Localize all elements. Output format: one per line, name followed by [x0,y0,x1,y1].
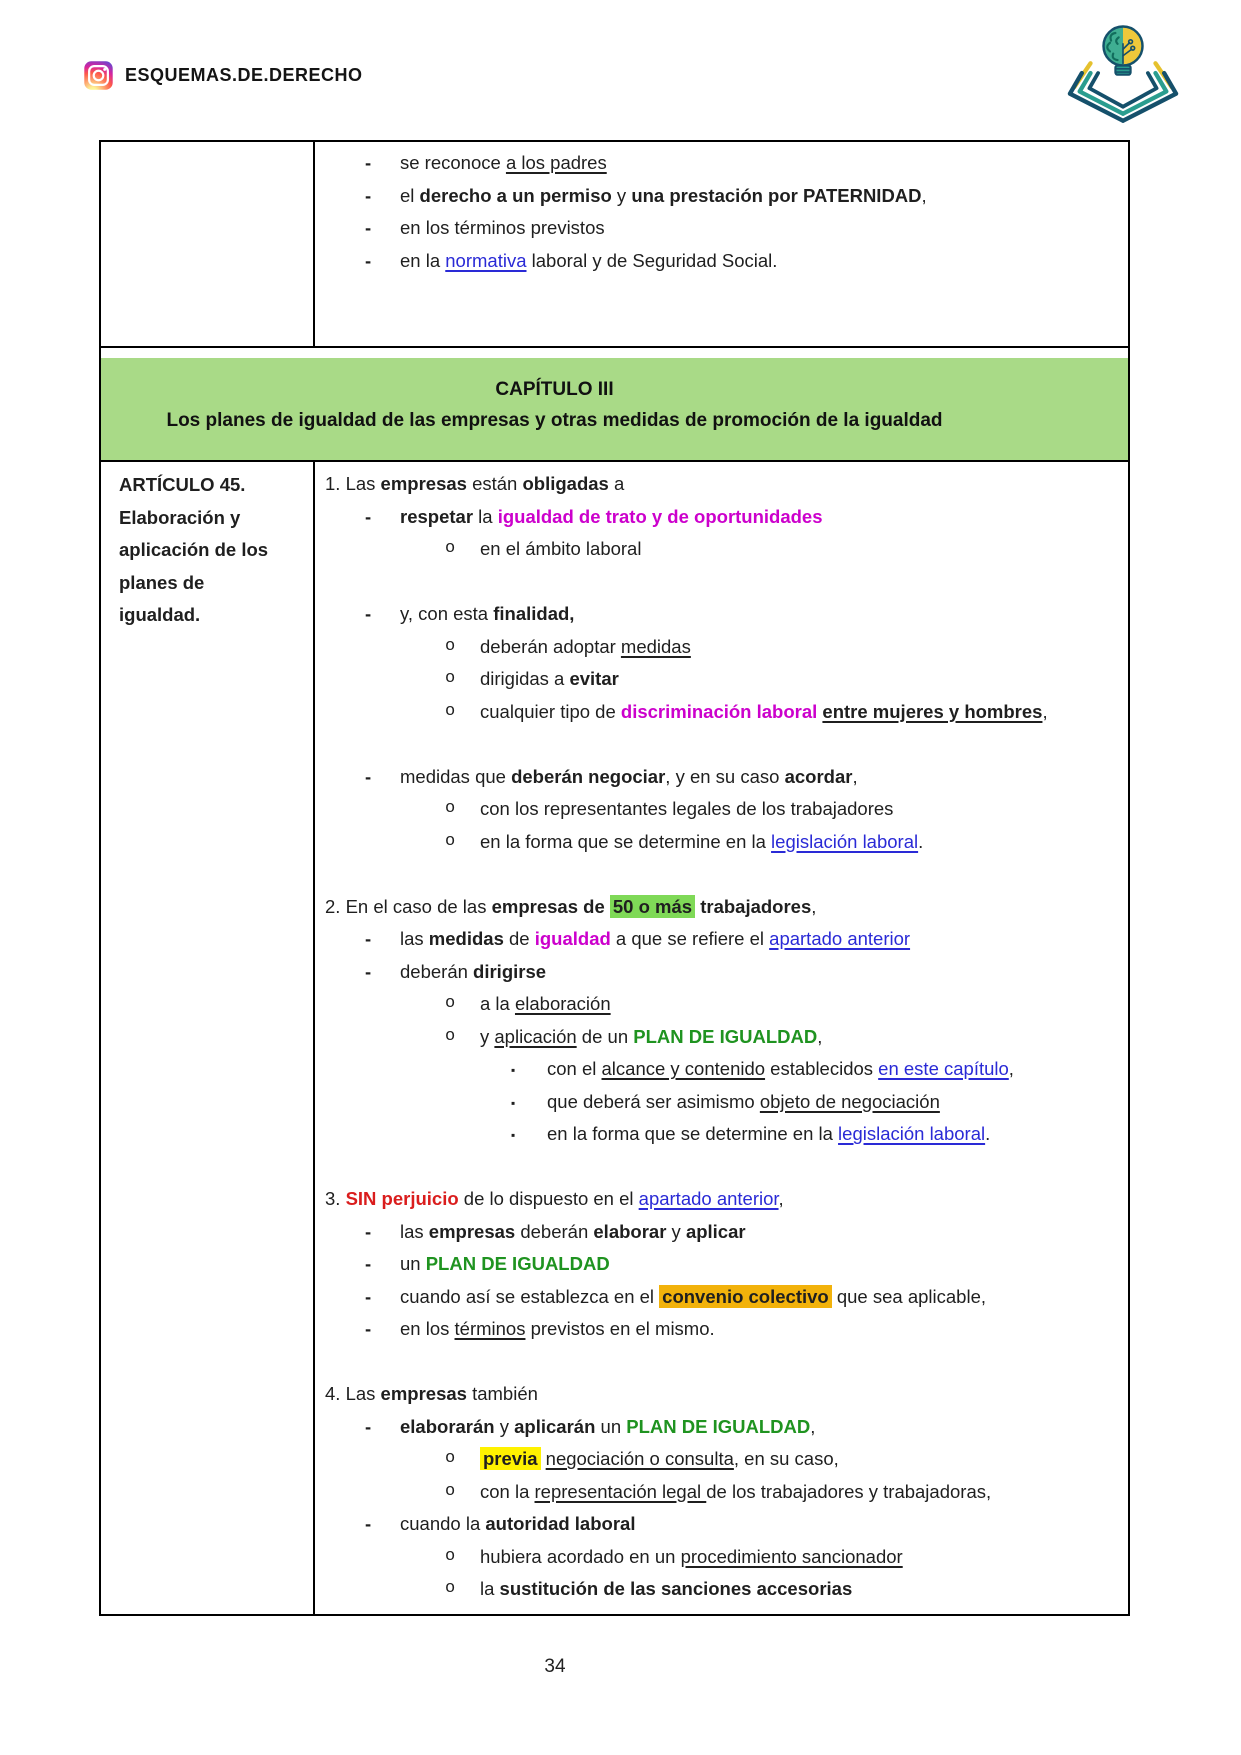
text-span: dirigidas a [480,668,570,689]
text-span: derecho a un permiso [419,184,612,206]
text-span: en los términos previstos [400,217,605,238]
text-line [325,1508,1118,1541]
text-span: en la [400,249,446,271]
text-span: las [400,1220,429,1242]
doc-link[interactable]: normativa [445,249,527,271]
text-span: igualdad de trato y de oportunidades [497,505,823,527]
text-span: negociación o consulta [545,1448,734,1469]
text-line [325,533,1118,566]
bullet-dash-icon: - [365,184,372,206]
text-span: están [466,473,523,494]
text-line [325,1053,1118,1086]
text-span: en la forma que se determine en la [547,1123,839,1144]
bullet-square-icon: ▪ [511,1128,516,1142]
table-row-articulo-45 [101,462,1128,1614]
bullet-dash-icon: - [365,1415,372,1437]
text-span: 2. En el caso de las [325,895,492,917]
text-span: 3. [325,1188,346,1209]
chapter-subtitle: Los planes de igualdad de las empresas y otras medidas de promoción de la igualdad [166,410,943,431]
blank-line [325,566,1118,599]
text-span: a [608,473,625,494]
blank-line [325,728,1118,761]
text-span: que sea aplicable, [831,1285,986,1307]
doc-link[interactable]: apartado anterior [769,928,911,949]
text-span: establecidos [765,1058,879,1079]
text-span: elaborarán [400,1415,495,1437]
text-span: en los [400,1318,455,1339]
text-span: aplicar [685,1220,746,1242]
bullet-circle-icon: o [445,1449,456,1468]
text-span: empresas [380,1383,467,1404]
text-line [325,663,1118,696]
text-span: deberán [515,1220,594,1242]
bullet-circle-icon: o [445,1026,456,1046]
bullet-circle-icon: o [445,636,456,656]
text-span: empresas [428,1220,516,1242]
text-span: de un [576,1025,634,1047]
text-span: y [480,1025,495,1047]
text-span: SIN perjuicio [345,1188,459,1209]
bullet-dash-icon: - [365,765,372,787]
text-line [325,923,1118,956]
bullet-circle-icon: o [445,1579,456,1598]
page-footer [100,1656,1010,1678]
text-span: finalidad, [493,603,575,624]
text-span: , [817,1025,823,1047]
bullet-dash-icon: - [365,1513,372,1534]
text-line [325,1476,1118,1509]
text-span: un [595,1415,627,1437]
bullet-dash-icon: - [365,603,372,624]
text-line [325,826,1118,859]
text-span: dirigirse [473,960,547,982]
doc-link[interactable]: en este capítulo [878,1058,1009,1079]
text-span: previstos en el mismo. [525,1318,715,1339]
text-span: medidas que [400,765,512,787]
bullet-dash-icon: - [365,505,372,527]
brain-lightbulb-icon [1104,27,1143,75]
text-line [325,793,1118,826]
text-span: representación legal [534,1480,707,1502]
text-span: alcance y contenido [601,1058,766,1079]
bullet-dash-icon: - [365,960,372,982]
blank-line [325,1151,1118,1184]
text-span: se reconoce [400,152,506,173]
bullet-dash-icon: - [365,1318,372,1339]
text-span: y, con esta [400,603,494,624]
instagram-icon [83,60,114,91]
bullet-dash-icon: - [365,1285,372,1307]
page-number: 34 [544,1656,566,1677]
article-title-line: aplicación de los [119,539,269,560]
bullet-circle-icon: o [445,1546,456,1566]
text-line [325,956,1118,989]
text-span: evitar [569,668,619,689]
text-line [325,212,1118,245]
text-span: autoridad laboral [485,1513,636,1534]
text-span: a la [480,993,515,1014]
bullet-dash-icon: - [365,249,372,271]
text-span: convenio colectivo [659,1285,832,1308]
text-span: y [611,184,632,206]
bullet-circle-icon: o [445,539,456,558]
chapter-title: CAPÍTULO III [495,379,614,400]
bullet-circle-icon: o [445,669,456,688]
text-line [325,1281,1118,1314]
chapter-banner-row [101,348,1128,462]
text-span: a que se refiere el [610,928,770,949]
text-span: 4. Las [325,1383,381,1404]
bullet-circle-icon: o [445,1481,456,1501]
bullet-dash-icon: - [365,1220,372,1242]
text-span: con el [547,1058,602,1079]
text-span: el [400,184,420,206]
text-span: , y en su caso [665,765,785,787]
text-span: . [985,1123,991,1144]
text-line [325,1086,1118,1119]
text-span: las [400,928,429,949]
text-span: , [811,895,817,917]
text-span: en el ámbito laboral [480,538,642,559]
text-span: un [400,1253,426,1274]
chapter-banner [101,358,1128,460]
blank-line [325,858,1118,891]
table-cell-paternidad-content [315,142,1128,346]
text-span: PLAN DE IGUALDAD [633,1025,818,1047]
bullet-dash-icon: - [365,217,372,238]
blank-line [325,1346,1118,1379]
text-line [325,468,1118,501]
text-span: , en su caso, [733,1448,839,1469]
text-span: aplicarán [514,1415,596,1437]
article-title-line: planes de [119,571,205,593]
text-span: , [778,1188,784,1209]
text-line [325,1378,1118,1411]
text-span: empresas [380,473,467,494]
text-span: deberán negociar [511,765,666,787]
text-line [325,1411,1118,1444]
text-span: igualdad [534,928,611,949]
esquemas-logo [1058,16,1188,128]
text-line [325,245,1118,278]
text-line [325,1183,1118,1216]
text-line [325,1313,1118,1346]
text-span: con los representantes legales de los trabajadores [480,798,894,819]
text-span: elaboración [514,993,611,1014]
text-span: deberán [400,960,474,982]
doc-link[interactable]: apartado anterior [638,1188,779,1209]
article-title-line: Elaboración y [119,506,241,528]
text-span: medidas [428,928,504,949]
text-span: . [918,830,924,852]
text-span: respetar [400,505,474,527]
text-span: 50 o más [610,895,695,918]
text-span: , [921,184,927,206]
bullet-circle-icon: o [445,994,456,1013]
text-line [325,147,1118,180]
text-span: empresas de [491,895,610,917]
text-span: 1. Las [325,473,381,494]
text-line [325,1541,1118,1574]
brand-name: ESQUEMAS.DE.DERECHO [125,64,363,85]
text-span: y [494,1415,515,1437]
doc-link[interactable]: legislación laboral [771,830,919,852]
text-span: PLAN DE IGUALDAD [425,1253,610,1274]
text-span: previa [480,1447,541,1470]
text-span: elaborar [593,1220,667,1242]
notes-table [99,140,1130,1616]
text-span: y [666,1220,686,1242]
text-span: con la [480,1480,535,1502]
bullet-dash-icon: - [365,152,372,173]
bullet-dash-icon: - [365,1253,372,1274]
text-span: de lo dispuesto en el [458,1188,639,1209]
text-span: la [480,1578,500,1599]
text-span: cuando la [400,1513,486,1534]
table-row-paternidad [101,142,1128,348]
text-line [325,598,1118,631]
text-span: discriminación laboral [620,700,818,722]
bullet-circle-icon: o [445,831,456,851]
text-span: términos [454,1318,526,1339]
text-span: laboral y de Seguridad Social. [526,249,778,271]
bullet-circle-icon: o [445,701,456,721]
text-span: hubiera acordado en un [480,1545,681,1567]
bullet-dash-icon: - [365,928,372,949]
text-span: objeto de negociación [759,1090,940,1112]
article-title-cell [101,462,315,1614]
text-span: sustitución de las sanciones accesorias [499,1578,853,1599]
article-content-cell [315,462,1128,1614]
text-line [325,631,1118,664]
text-span: acordar [784,765,853,787]
text-line [325,180,1118,213]
text-line [325,1021,1118,1054]
text-span: en la forma que se determine en la [480,830,772,852]
text-line [325,696,1118,729]
bullet-square-icon: ▪ [511,1095,516,1110]
text-span: de los trabajadores y trabajadoras, [706,1480,992,1502]
text-span: cualquier tipo de [480,700,621,722]
bullet-square-icon: ▪ [511,1063,516,1077]
text-line [325,1443,1118,1476]
text-span: a los padres [505,152,607,173]
text-span: , [810,1415,816,1437]
article-title-line: ARTÍCULO 45. [119,474,246,495]
text-span: la [473,505,498,527]
table-cell-empty [101,142,315,346]
text-span: PLAN DE IGUALDAD [626,1415,811,1437]
text-span: obligadas [522,473,609,494]
text-line [325,501,1118,534]
text-span: que deberá ser asimismo [547,1090,760,1112]
text-line [325,988,1118,1021]
bullet-circle-icon: o [445,799,456,818]
brain-bulb-book-icon [1058,16,1188,128]
text-line [325,761,1118,794]
text-line [325,1248,1118,1281]
text-line [325,891,1118,924]
text-span: entre mujeres y hombres [822,700,1043,722]
text-span: deberán adoptar [480,635,621,657]
article-title-line: igualdad. [119,604,201,625]
text-line [325,1118,1118,1151]
text-line [325,1573,1118,1606]
text-span: una prestación por PATERNIDAD [631,184,922,206]
text-span: , [1042,700,1048,722]
text-span: , [1008,1058,1014,1079]
text-span: , [852,765,858,787]
text-line [325,1216,1118,1249]
doc-link[interactable]: legislación laboral [838,1123,986,1144]
text-span: aplicación [494,1025,577,1047]
text-span: procedimiento sancionador [680,1545,903,1567]
text-span: de [503,928,535,949]
text-span: también [466,1383,538,1404]
text-span: medidas [620,635,691,657]
text-span: trabajadores [695,895,812,917]
instagram-handle [83,58,363,92]
text-span: cuando así se establezca en el [400,1285,660,1307]
